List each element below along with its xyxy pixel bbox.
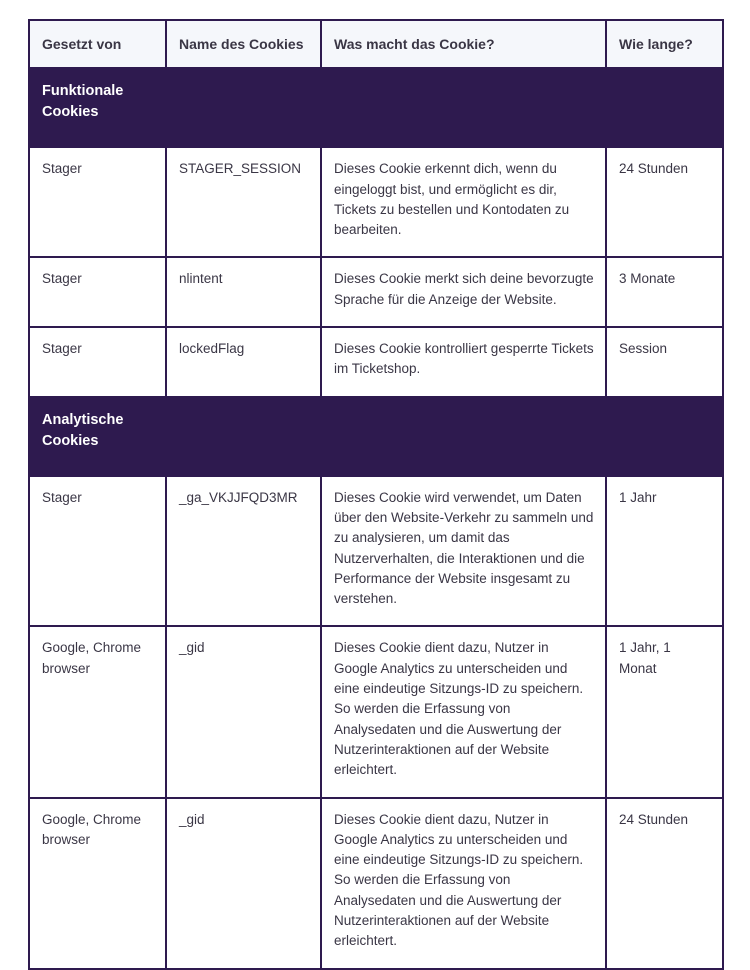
table-row <box>29 327 723 397</box>
cell-set-by: Stager <box>29 327 166 397</box>
table-row <box>29 257 723 327</box>
cell-purpose: Dieses Cookie erkennt dich, wenn du eingeloggt bist, und ermöglicht es dir, Tickets zu bestellen und Kontodaten zu bearbeiten. <box>321 147 606 257</box>
section-cell <box>29 68 723 147</box>
table-row <box>29 798 723 969</box>
cookie-table <box>28 19 724 970</box>
table-row <box>29 147 723 257</box>
section-row-analytics <box>29 397 723 476</box>
cell-purpose: Dieses Cookie merkt sich deine bevorzugte Sprache für die Anzeige der Website. <box>321 257 606 327</box>
section-title: Funktionale Cookies <box>42 83 124 121</box>
section-title: Analytische Cookies <box>42 411 124 449</box>
header-set-by: Gesetzt von <box>29 20 166 68</box>
cell-cookie-name: _gid <box>166 626 321 797</box>
cell-duration: Session <box>606 327 723 397</box>
cell-duration: 1 Jahr, 1 Monat <box>606 626 723 797</box>
cell-duration: 24 Stunden <box>606 147 723 257</box>
cell-cookie-name: _gid <box>166 798 321 969</box>
cell-duration: 24 Stunden <box>606 798 723 969</box>
cell-cookie-name: STAGER_SESSION <box>166 147 321 257</box>
cell-set-by: Stager <box>29 147 166 257</box>
cell-cookie-name: _ga_VKJJFQD3MR <box>166 476 321 627</box>
cell-duration: 3 Monate <box>606 257 723 327</box>
cell-set-by: Google, Chrome browser <box>29 798 166 969</box>
cell-cookie-name: nlintent <box>166 257 321 327</box>
header-duration: Wie lange? <box>606 20 723 68</box>
table-row <box>29 476 723 627</box>
cell-purpose: Dieses Cookie wird verwendet, um Daten über den Website-Verkehr zu sammeln und zu analysieren, um damit das Nutzerverhalten, die Interaktionen und die Performance der Website insgesamt zu verstehen. <box>321 476 606 627</box>
header-cookie-name: Name des Cookies <box>166 20 321 68</box>
cell-purpose: Dieses Cookie dient dazu, Nutzer in Google Analytics zu unterscheiden und eine eindeutige Sitzungs-ID zu speichern. So werden die Erfassung von Analysedaten und die Auswertung der Nutzerinteraktionen auf der Website erleichtert. <box>321 626 606 797</box>
table-row <box>29 626 723 797</box>
section-cell <box>29 397 723 476</box>
cell-cookie-name: lockedFlag <box>166 327 321 397</box>
cell-purpose: Dieses Cookie kontrolliert gesperrte Tickets im Ticketshop. <box>321 327 606 397</box>
cell-set-by: Stager <box>29 257 166 327</box>
cell-set-by: Stager <box>29 476 166 627</box>
cell-purpose: Dieses Cookie dient dazu, Nutzer in Google Analytics zu unterscheiden und eine eindeutige Sitzungs-ID zu speichern. So werden die Erfassung von Analysedaten und die Auswertung der Nutzerinteraktionen auf der Website erleichtert. <box>321 798 606 969</box>
cell-duration: 1 Jahr <box>606 476 723 627</box>
cell-set-by: Google, Chrome browser <box>29 626 166 797</box>
table-header-row <box>29 20 723 68</box>
header-purpose: Was macht das Cookie? <box>321 20 606 68</box>
cookie-table-container <box>28 19 722 970</box>
section-row-functional <box>29 68 723 147</box>
